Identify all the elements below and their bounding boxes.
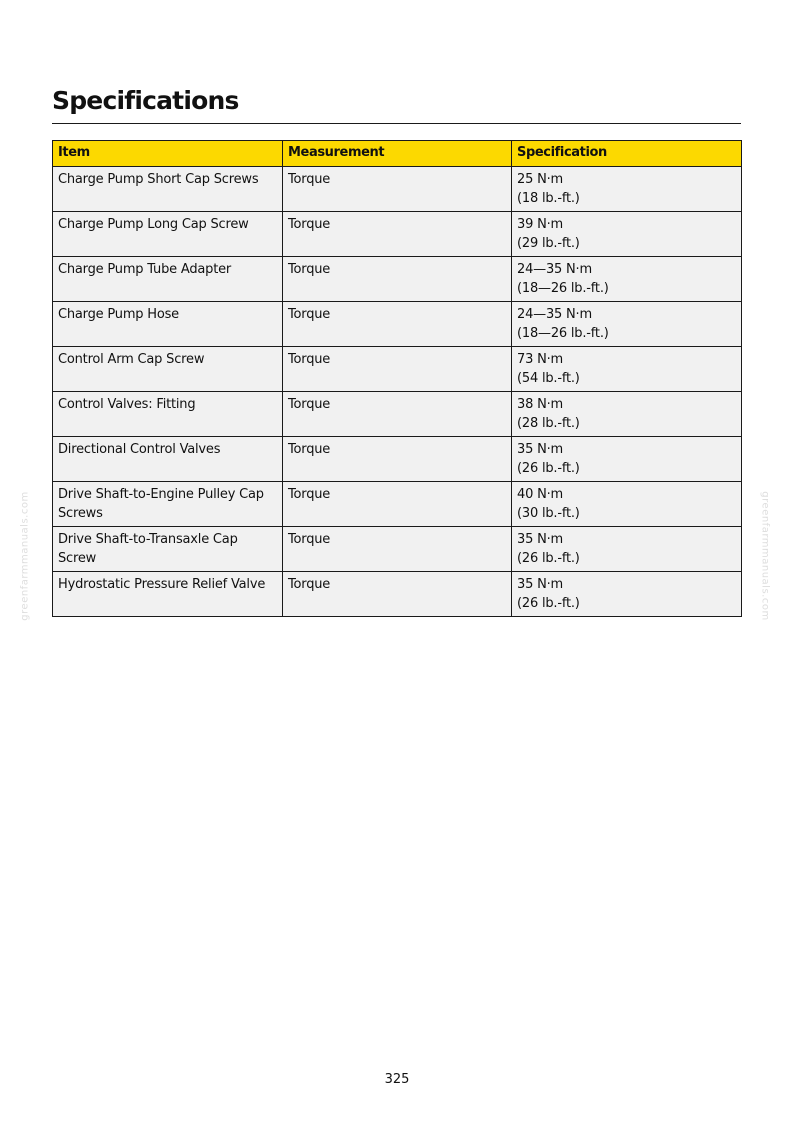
table-row [53,212,742,257]
spec-metric: 24—35 N·m [517,307,592,322]
table-row [53,572,742,617]
table-row [53,392,742,437]
specifications-table [52,140,742,617]
page-number: 325 [384,1072,410,1087]
item-cell: Drive Shaft-to-Transaxle Cap Screw [53,527,283,572]
spec-metric: 40 N·m [517,487,563,502]
table-row [53,257,742,302]
header-measurement: Measurement [283,141,512,167]
item-cell: Control Valves: Fitting [53,392,283,437]
item-cell: Control Arm Cap Screw [53,347,283,392]
spec-imperial: (29 lb.-ft.) [517,235,580,251]
spec-imperial: (26 lb.-ft.) [517,550,580,566]
spec-imperial: (18—26 lb.-ft.) [517,280,609,296]
spec-imperial: (26 lb.-ft.) [517,460,580,476]
specification-cell [512,212,742,257]
header-item: Item [53,141,283,167]
measurement-cell: Torque [283,302,512,347]
measurement-cell: Torque [283,482,512,527]
table-row [53,167,742,212]
spec-metric: 24—35 N·m [517,262,592,277]
spec-imperial: (26 lb.-ft.) [517,595,580,611]
item-cell: Hydrostatic Pressure Relief Valve [53,572,283,617]
measurement-cell: Torque [283,392,512,437]
table-header-row [53,141,742,167]
item-cell: Drive Shaft-to-Engine Pulley Cap Screws [53,482,283,527]
specification-cell [512,392,742,437]
item-cell: Charge Pump Hose [53,302,283,347]
table-row [53,302,742,347]
specification-cell [512,482,742,527]
measurement-cell: Torque [283,257,512,302]
specification-cell [512,257,742,302]
spec-imperial: (18—26 lb.-ft.) [517,325,609,341]
header-specification: Specification [512,141,742,167]
measurement-cell: Torque [283,212,512,257]
spec-metric: 35 N·m [517,532,563,547]
item-cell: Charge Pump Short Cap Screws [53,167,283,212]
specification-cell [512,437,742,482]
specification-cell [512,347,742,392]
item-cell: Charge Pump Tube Adapter [53,257,283,302]
watermark-left: greenfarmmanuals.com [19,491,31,621]
specification-cell [512,167,742,212]
measurement-cell: Torque [283,437,512,482]
spec-imperial: (30 lb.-ft.) [517,505,580,521]
measurement-cell: Torque [283,527,512,572]
spec-metric: 25 N·m [517,172,563,187]
page-title: Specifications [52,86,239,115]
specification-cell [512,527,742,572]
measurement-cell: Torque [283,347,512,392]
spec-metric: 38 N·m [517,397,563,412]
spec-imperial: (28 lb.-ft.) [517,415,580,431]
measurement-cell: Torque [283,572,512,617]
spec-imperial: (54 lb.-ft.) [517,370,580,386]
spec-metric: 39 N·m [517,217,563,232]
watermark-right: greenfarmmanuals.com [759,491,771,621]
item-cell: Directional Control Valves [53,437,283,482]
table-row [53,437,742,482]
spec-imperial: (18 lb.-ft.) [517,190,580,206]
specification-cell [512,302,742,347]
measurement-cell: Torque [283,167,512,212]
specification-cell [512,572,742,617]
spec-metric: 73 N·m [517,352,563,367]
spec-metric: 35 N·m [517,577,563,592]
item-cell: Charge Pump Long Cap Screw [53,212,283,257]
table-row [53,482,742,527]
table-row [53,527,742,572]
table-row [53,347,742,392]
title-divider [52,123,741,124]
spec-metric: 35 N·m [517,442,563,457]
